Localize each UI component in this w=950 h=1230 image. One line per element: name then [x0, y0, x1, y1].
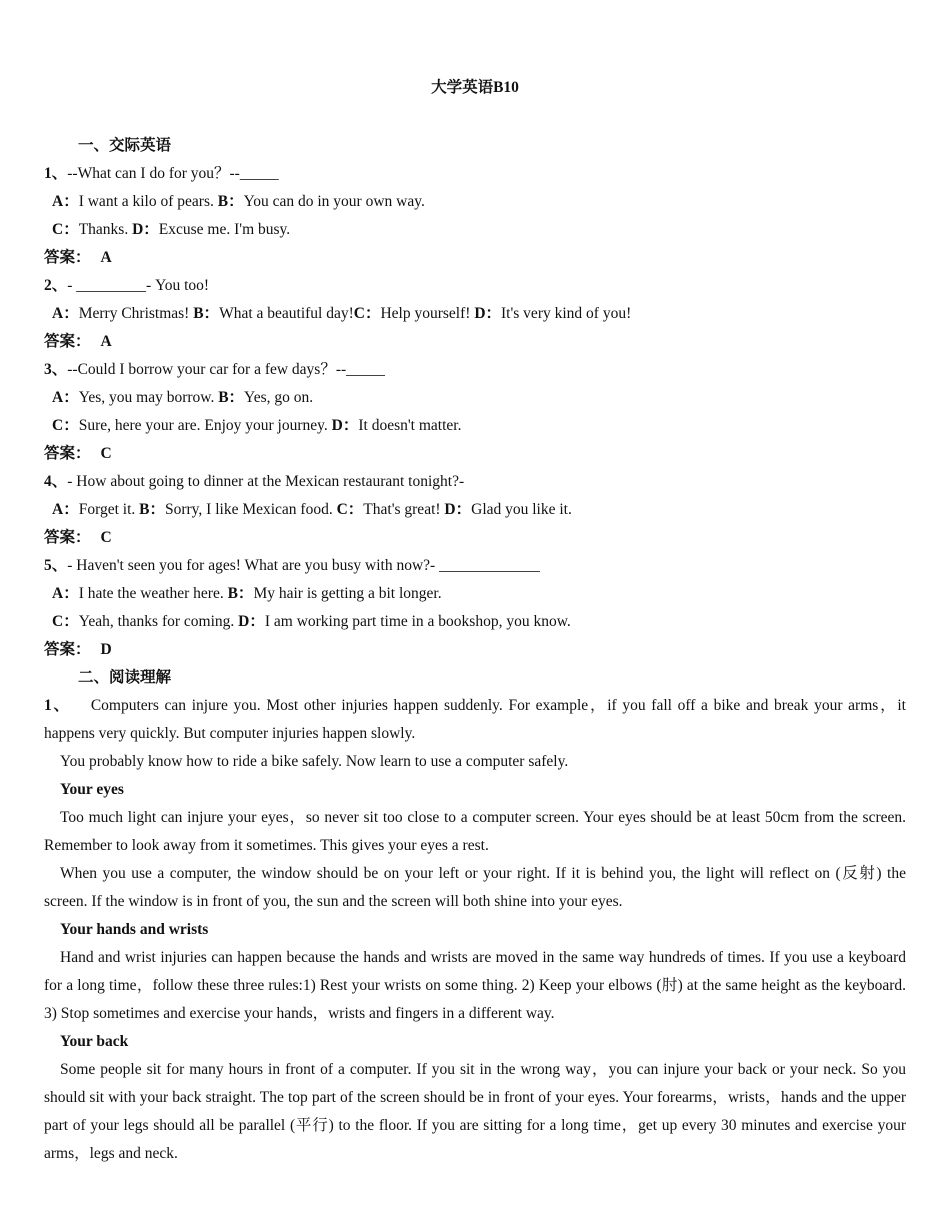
- option-key: C：: [52, 221, 79, 238]
- option-key: C：: [336, 501, 364, 518]
- option-text: Glad you like it.: [471, 501, 572, 518]
- option-text: My hair is getting a bit longer.: [253, 585, 442, 602]
- question-number: 4、: [44, 473, 68, 490]
- option-text: Sorry, I like Mexican food.: [164, 501, 337, 518]
- option-text: Excuse me. I'm busy.: [158, 221, 291, 238]
- question-number: 2、: [44, 277, 68, 294]
- answer-line: [44, 636, 906, 664]
- option-key: A：: [52, 501, 79, 518]
- options-line: [44, 412, 906, 440]
- answer-value: D: [100, 641, 112, 658]
- document-page: [44, 76, 906, 1168]
- option-key: A：: [52, 389, 79, 406]
- option-key: A：: [52, 193, 79, 210]
- option-key: D：: [132, 221, 159, 238]
- reading-intro: [44, 692, 906, 748]
- answer-value: C: [100, 445, 112, 462]
- option-text: What a beautiful day!: [219, 305, 354, 322]
- question-stem: [44, 356, 906, 384]
- answer-line: [44, 440, 906, 468]
- subheading-your-back: Your back: [60, 1033, 129, 1050]
- option-key: B：: [227, 585, 254, 602]
- question-number: 3、: [44, 361, 68, 378]
- option-key: D：: [444, 501, 472, 518]
- option-key: B：: [218, 389, 245, 406]
- option-key: C：: [353, 305, 381, 322]
- question-number: 5、: [44, 557, 68, 574]
- question-text: --What can I do for you？--_____: [67, 165, 279, 182]
- option-key: B：: [217, 193, 244, 210]
- answer-label: 答案：: [44, 445, 91, 462]
- answer-label: 答案：: [44, 333, 91, 350]
- option-key: D：: [474, 305, 502, 322]
- option-text: Yes, go on.: [244, 389, 314, 406]
- answer-line: [44, 524, 906, 552]
- section-heading-reading: 二、阅读理解: [78, 669, 172, 686]
- options-line: [44, 496, 906, 524]
- reading-paragraph: When you use a computer, the window should be on your left or your right. If it is behind you, the light will reflect on (反射) the screen. If the window is in front of you, the sun and the screen will both shine into your eyes.: [44, 865, 906, 910]
- question-number: 1、: [44, 165, 68, 182]
- options-line: [44, 608, 906, 636]
- option-text: I hate the weather here.: [78, 585, 228, 602]
- options-line: [44, 300, 906, 328]
- reading-paragraph: Some people sit for many hours in front of a computer. If you sit in the wrong way，you can injure your back or your neck. So you should sit with your back straight. The top part of the screen should be in front of your eyes. Your forearms，wrists，hands and the upper part of your legs should all be parallel (平行) to the floor. If you are sitting for a long time，get up every 30 minutes and exercise your arms，legs and neck.: [44, 1061, 906, 1162]
- answer-label: 答案：: [44, 529, 91, 546]
- answer-label: 答案：: [44, 249, 91, 266]
- option-text: Yeah, thanks for coming.: [78, 613, 239, 630]
- answer-value: A: [100, 249, 112, 266]
- options-line: [44, 384, 906, 412]
- option-key: A：: [52, 305, 79, 322]
- question-stem: [44, 160, 906, 188]
- option-text: I am working part time in a bookshop, you know.: [264, 613, 571, 630]
- reading-paragraph: Hand and wrist injuries can happen because the hands and wrists are moved in the same way hundreds of times. If you use a keyboard for a long time，follow these three rules:1) Rest your wrists on some thing. 2) Keep your elbows (肘) at the same height as the keyboard. 3) Stop sometimes and exercise your hands，wrists and fingers in a different way.: [44, 949, 906, 1022]
- reading-paragraph: You probably know how to ride a bike safely. Now learn to use a computer safely.: [60, 753, 569, 770]
- option-text: Yes, you may borrow.: [78, 389, 219, 406]
- answer-line: [44, 244, 906, 272]
- option-key: D：: [331, 417, 359, 434]
- option-text: You can do in your own way.: [243, 193, 425, 210]
- reading-intro-text: Computers can injure you. Most other injuries happen suddenly. For example，if you fall off a bike and break your arms，it happens very quickly. But computer injuries happen slowly.: [44, 697, 906, 742]
- option-key: C：: [52, 417, 79, 434]
- option-key: D：: [238, 613, 265, 630]
- options-line: [44, 216, 906, 244]
- option-text: It doesn't matter.: [358, 417, 462, 434]
- option-text: Thanks.: [78, 221, 133, 238]
- option-text: Forget it.: [78, 501, 140, 518]
- page-title: 大学英语B10: [431, 79, 519, 96]
- question-stem: [44, 468, 906, 496]
- reading-paragraph: Too much light can injure your eyes，so never sit too close to a computer screen. Your eyes should be at least 50cm from the screen. Remember to look away from it sometimes. This gives your eyes a rest.: [44, 809, 906, 854]
- option-text: I want a kilo of pears.: [78, 193, 218, 210]
- option-text: Help yourself!: [380, 305, 475, 322]
- answer-line: [44, 328, 906, 356]
- section-heading-communication: 一、交际英语: [78, 137, 172, 154]
- subheading-your-eyes: Your eyes: [60, 781, 124, 798]
- question-text: --Could I borrow your car for a few days？--_____: [67, 361, 385, 378]
- answer-value: C: [100, 529, 112, 546]
- option-key: A：: [52, 585, 79, 602]
- answer-value: A: [100, 333, 112, 350]
- options-line: [44, 580, 906, 608]
- question-text: - Haven't seen you for ages! What are you busy with now?- _____________: [67, 557, 540, 574]
- option-text: That's great!: [363, 501, 445, 518]
- question-text: - How about going to dinner at the Mexican restaurant tonight?-: [67, 473, 465, 490]
- question-list: [44, 160, 906, 664]
- answer-label: 答案：: [44, 641, 91, 658]
- option-text: Sure, here your are. Enjoy your journey.: [78, 417, 332, 434]
- option-text: It's very kind of you!: [501, 305, 632, 322]
- question-text: - _________- You too!: [67, 277, 210, 294]
- option-key: B：: [193, 305, 220, 322]
- options-line: [44, 188, 906, 216]
- option-key: B：: [139, 501, 165, 518]
- subheading-hands-wrists: Your hands and wrists: [60, 921, 209, 938]
- question-stem: [44, 272, 906, 300]
- reading-question-number: 1、: [44, 697, 71, 714]
- question-stem: [44, 552, 906, 580]
- option-text: Merry Christmas!: [78, 305, 194, 322]
- option-key: C：: [52, 613, 79, 630]
